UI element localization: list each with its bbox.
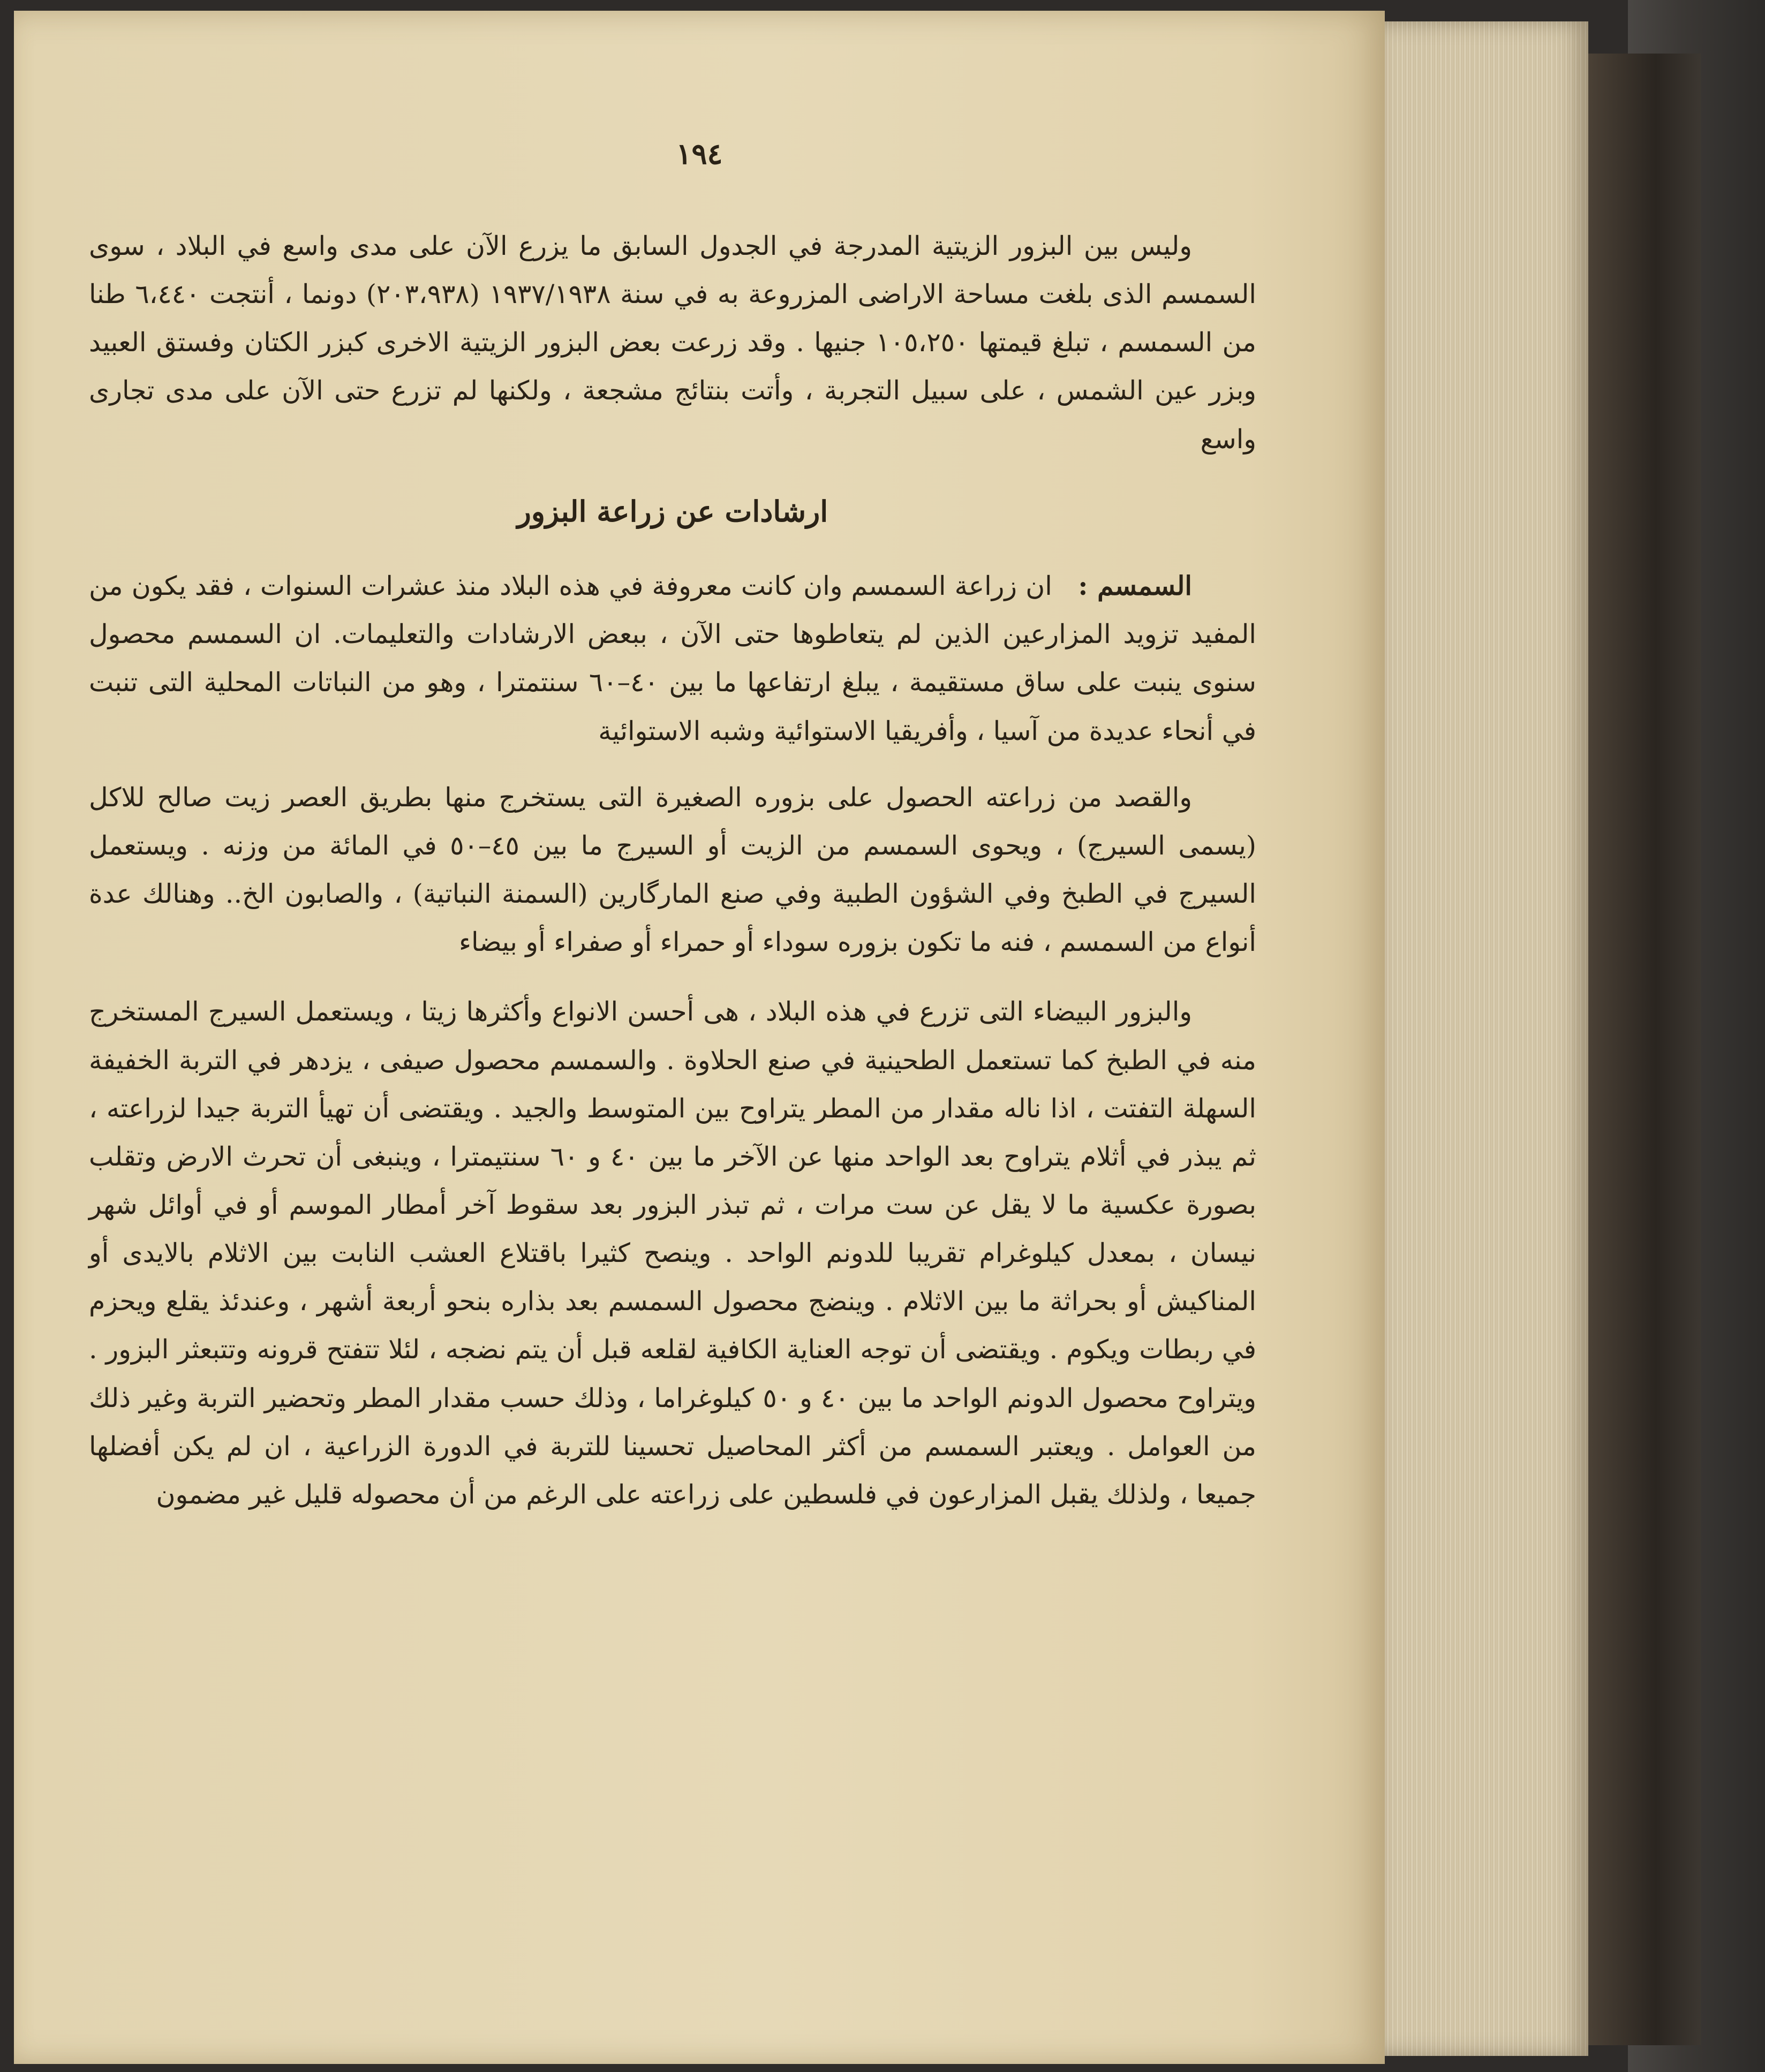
page-number: ١٩٤ [676, 137, 723, 171]
intro-paragraph: وليس بين البزور الزيتية المدرجة في الجدول السابق ما يزرع الآن على مدى واسع في البلاد ، سوى السمسم الذى بلغت مساحة الاراضى المزروعة به في سنة ١٩٣٧/١٩٣٨ (٢٠٣،٩٣٨) دونما ، أنتجت ٦،٤٤٠ طنا من السمسم ، تبلغ قيمتها ١٠٥،٢٥٠ جنيها . وقد زرعت بعض البزور الزيتية الاخرى كبزر الكتان وفستق العبيد وبزر عين الشمس ، على سبيل التجربة ، وأتت بنتائج مشجعة ، ولكنها لم تزرع حتى الآن على مدى تجارى واسع [89, 231, 1257, 455]
sesame-lead: السمسم : [1078, 570, 1192, 602]
sesame-paragraph-2: والقصد من زراعته الحصول على بزوره الصغيرة التى يستخرج منها بطريق العصر زيت صالح للاكل (يسمى السيرج) ، ويحوى السمسم من الزيت أو السيرج ما بين ٤٥–٥٠ في المائة من وزنه . ويستعمل السيرج في الطبخ وفي الشؤون الطبية وفي صنع المارگارين (السمنة النباتية) ، والصابون الخ.. وهنالك عدة أنواع من السمسم ، فنه ما تكون بزوره سوداء أو حمراء أو صفراء أو بيضاء [89, 782, 1256, 958]
section-heading: ارشادات عن زراعة البزور [517, 494, 828, 528]
page-edges [1385, 21, 1588, 2056]
sesame-paragraph-1-text: ان زراعة السمسم وان كانت معروفة في هذه البلاد منذ عشرات السنوات ، فقد يكون من المفيد تزويد المزارعين الذين لم يتعاطوها حتى الآن ، ببعض الارشادات والتعليمات. ان السمسم محصول سنوى ينبت على ساق مستقيمة ، يبلغ ارتفاعها ما بين ٤٠–٦٠ سنتمترا ، وهو من النباتات المحلية التى تنبت في أنحاء عديدة من آسيا ، وأفريقيا الاستوائية وشبه الاستوائية [89, 571, 1256, 746]
page-block-shadow [1588, 54, 1701, 2045]
sesame-paragraph-3: والبزور البيضاء التى تزرع في هذه البلاد ، هى أحسن الانواع وأكثرها زيتا ، ويستعمل السيرج المستخرج منه في الطبخ كما تستعمل الطحينية في صنع الحلاوة . والسمسم محصول صيفى ، يزدهر في التربة الخفيفة السهلة التفتت ، اذا ناله مقدار من المطر يتراوح بين المتوسط والجيد . ويقتضى أن تهيأ التربة جيدا لزراعته ، ثم يبذر في أثلام يتراوح بعد الواحد منها عن الآخر ما بين ٤٠ و ٦٠ سنتيمترا ، وينبغى أن تحرث الارض وتقلب بصورة عكسية ما لا يقل عن ست مرات ، ثم تبذر البزور بعد سقوط آخر أمطار الموسم أو في أوائل شهر نيسان ، بمعدل كيلوغرام تقريبا للدونم الواحد . وينصح كثيرا باقتلاع العشب النابت بين الاثلام بالايدى أو المناكيش أو بحراثة ما بين الاثلام . وينضج محصول السمسم بعد بذاره بنحو أربعة أشهر ، وعندئذ يقلع ويحزم في ربطات ويكوم . ويقتضى أن توجه العناية الكافية لقلعه قبل أن يتم نضجه ، لئلا تتفتح قرونه وتتبعثر البزور . ويتراوح محصول الدونم الواحد ما بين ٤٠ و ٥٠ كيلوغراما ، وذلك حسب مقدار المطر وتحضير التربة وغير ذلك من العوامل . ويعتبر السمسم من أكثر المحاصيل تحسينا للتربة في الدورة الزراعية ، ان لم يكن أفضلها جميعا ، ولذلك يقبل المزارعون في فلسطين على زراعته على الرغم من أن محصوله قليل غير مضمون [89, 996, 1256, 1510]
sesame-paragraph-1 [89, 562, 1256, 755]
page-text [89, 222, 1256, 1540]
book-page [14, 11, 1385, 2064]
